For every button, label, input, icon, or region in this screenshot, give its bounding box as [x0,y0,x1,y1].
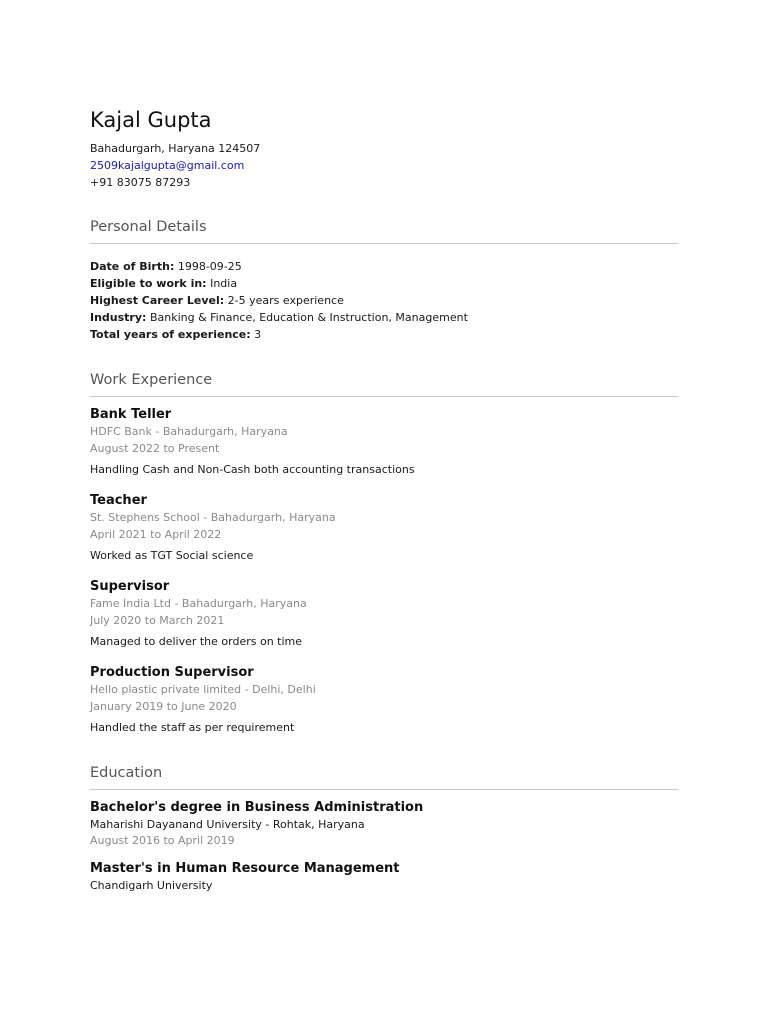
work-experience-heading: Work Experience [90,370,678,397]
job-title: Bank Teller [90,407,172,422]
detail-row-eligible [90,275,678,292]
job-employer: St. Stephens School [90,511,200,524]
job-title: Production Supervisor [90,665,254,680]
job-employer-line [90,424,678,441]
job-entry [90,577,678,650]
personal-details-list [90,258,678,343]
education-degree: Master's in Human Resource Management [90,861,400,876]
job-dates: April 2021 to April 2022 [90,527,222,541]
job-employer-line [90,682,678,699]
job-separator: - [199,511,211,524]
job-dates: January 2019 to June 2020 [90,699,237,713]
job-employer-line [90,510,678,527]
education-dates: August 2016 to April 2019 [90,834,235,847]
job-description: Handled the staff as per requirement [90,721,295,734]
candidate-phone: +91 83075 87293 [90,176,191,189]
job-description: Managed to deliver the orders on time [90,635,303,648]
job-separator: - [241,683,253,696]
job-description: Worked as TGT Social science [90,549,254,562]
job-dates: July 2020 to March 2021 [90,613,225,627]
job-place: Bahadurgarh, Haryana [181,597,307,610]
detail-row-dob [90,258,678,275]
detail-value: Banking & Finance, Education & Instruction, Management [149,311,468,324]
education-school: Maharishi Dayanand University - Rohtak, Haryana [90,818,365,831]
resume-content [90,106,678,894]
job-employer: Hello plastic private limited [90,683,242,696]
candidate-email-link[interactable]: 2509kajalgupta@gmail.com [90,159,245,172]
detail-value: India [210,277,238,290]
education-entry [90,798,678,849]
detail-label: Highest Career Level: [90,294,225,307]
education-entry [90,859,678,894]
candidate-name: Kajal Gupta [90,108,212,132]
resume-header [90,106,678,191]
detail-value: 2-5 years experience [227,294,344,307]
job-place: Bahadurgarh, Haryana [162,425,288,438]
candidate-location: Bahadurgarh, Haryana 124507 [90,142,261,155]
detail-value: 1998-09-25 [177,260,242,273]
detail-row-industry [90,309,678,326]
detail-label: Total years of experience: [90,328,251,341]
job-entry [90,491,678,564]
job-place: Delhi, Delhi [252,683,316,696]
detail-row-years [90,326,678,343]
job-title: Teacher [90,493,147,508]
job-place: Bahadurgarh, Haryana [210,511,336,524]
job-employer: Fame India Ltd [90,597,171,610]
education-degree: Bachelor's degree in Business Administration [90,800,424,815]
detail-row-career-level [90,292,678,309]
job-entry [90,405,678,478]
detail-label: Industry: [90,311,147,324]
education-heading: Education [90,763,678,790]
education-school: Chandigarh University [90,879,213,892]
personal-details-heading: Personal Details [90,217,678,244]
job-employer-line [90,596,678,613]
job-employer: HDFC Bank [90,425,152,438]
job-separator: - [170,597,182,610]
job-description: Handling Cash and Non-Cash both accounting transactions [90,463,415,476]
job-separator: - [151,425,163,438]
detail-label: Date of Birth: [90,260,175,273]
job-title: Supervisor [90,579,170,594]
detail-label: Eligible to work in: [90,277,207,290]
job-dates: August 2022 to Present [90,441,220,455]
detail-value: 3 [254,328,262,341]
job-entry [90,663,678,736]
